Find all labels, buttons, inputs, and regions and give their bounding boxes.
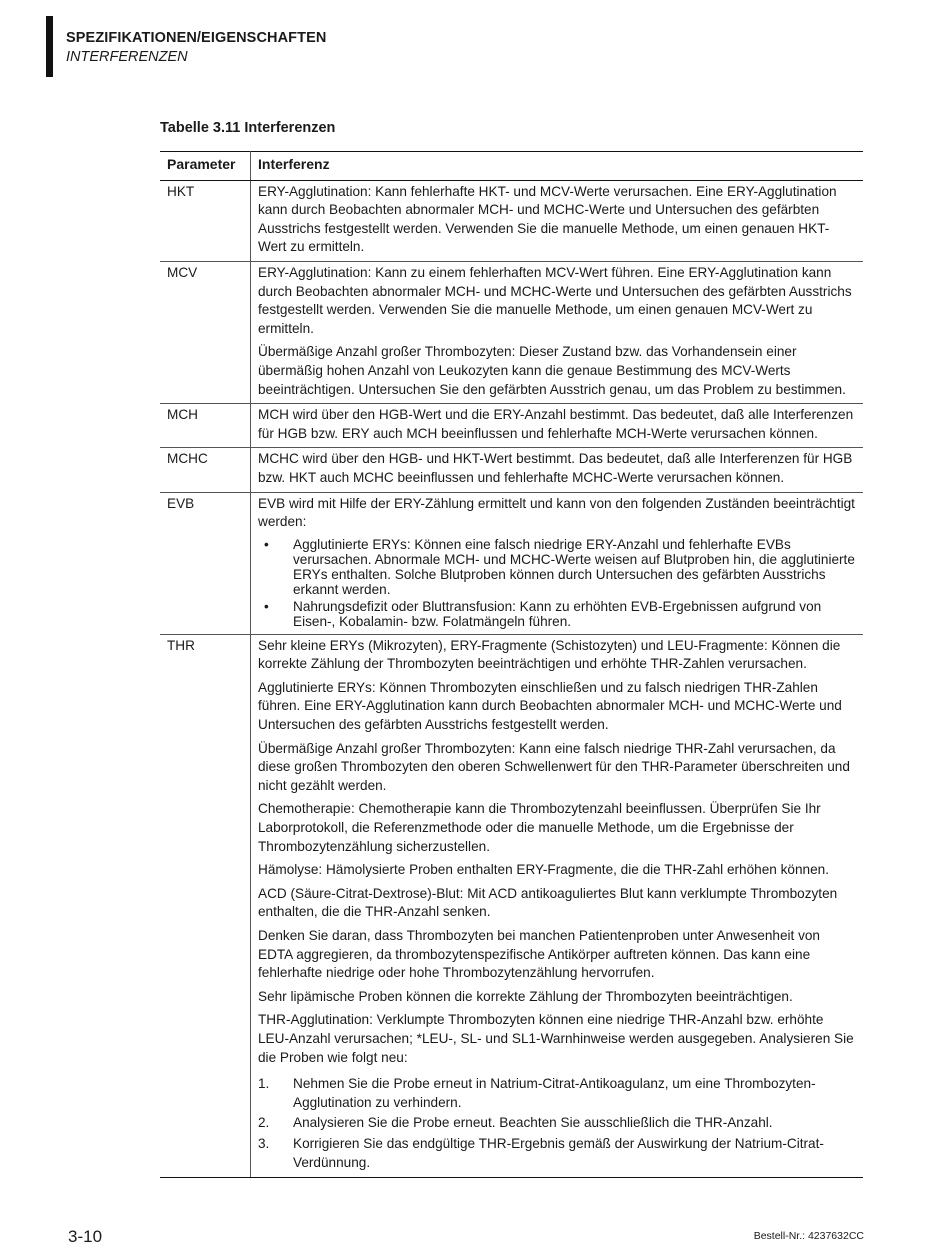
table-caption: Tabelle 3.11 Interferenzen <box>160 120 336 136</box>
step-number: 3. <box>258 1135 270 1151</box>
table-row <box>160 634 863 1177</box>
interference-text: Sehr lipämische Proben können die korrekte Zählung der Thrombozyten beeinträchtigen. <box>258 988 793 1004</box>
interference-cell <box>251 634 864 1177</box>
column-header-parameter: Parameter <box>160 152 251 181</box>
interference-cell <box>251 180 864 261</box>
list-item-text: Nahrungsdefizit oder Bluttransfusion: Kann zu erhöhten EVB-Ergebnissen aufgrund von Eisen-, Kobalamin- bzw. Folatmängeln führen. <box>293 598 822 629</box>
interference-cell <box>251 404 864 448</box>
parameter-cell: HKT <box>160 180 251 261</box>
list-item-text: Nehmen Sie die Probe erneut in Natrium-Citrat-Antikoagulanz, um eine Thrombozyten-Agglutination zu verhindern. <box>293 1076 816 1110</box>
list-item-text: Analysieren Sie die Probe erneut. Beachten Sie ausschließlich die THR-Anzahl. <box>293 1115 773 1131</box>
interference-text: MCHC wird über den HGB- und HKT-Wert bestimmt. Das bedeutet, daß alle Interferenzen für HGB bzw. HKT auch MCHC beeinflussen und fehlerhafte MCHC-Werte verursachen können. <box>258 451 853 485</box>
interference-text: Sehr kleine ERYs (Mikrozyten), ERY-Fragmente (Schistozyten) und LEU-Fragmente: Können die korrekte Zählung der Thrombozyten beeinträchtigen und erhöhte THR-Zahlen verursachen. <box>258 637 841 672</box>
interference-text: Übermäßige Anzahl großer Thrombozyten: Kann eine falsch niedrige THR-Zahl verursachen, da diese großen Thrombozyten den oberen Schwellenwert für den THR-Parameter überschreiten und nicht gezählt werden. <box>258 740 850 793</box>
table-header-row <box>160 152 863 181</box>
table-row <box>160 404 863 448</box>
chapter-title: SPEZIFIKATIONEN/EIGENSCHAFTEN <box>66 30 327 46</box>
parameter-cell: EVB <box>160 492 251 634</box>
interference-cell <box>251 448 864 492</box>
interference-text: Denken Sie daran, dass Thrombozyten bei manchen Patientenproben unter Anwesenheit von EDTA aggregieren, da thrombozytenspezifische Antikörper auftreten können. Das kann eine fehlerhafte niedrige oder hohe Thrombozytenzählung hervorrufen. <box>258 928 820 981</box>
list-item <box>258 1135 855 1172</box>
interference-text: ERY-Agglutination: Kann fehlerhafte HKT- und MCV-Werte verursachen. Eine ERY-Agglutination kann durch Beobachten abnormaler MCH- und MCHC-Werte und Untersuchen des gefärbten Ausstrichs festgestellt werden. Verwenden Sie die manuelle Methode, um einen genauen HKT-Wert zu ermitteln. <box>258 183 837 255</box>
interference-cell <box>251 261 864 403</box>
list-item-text: Korrigieren Sie das endgültige THR-Ergebnis gemäß der Auswirkung der Natrium-Citrat-Verdünnung. <box>293 1135 824 1170</box>
step-number: 1. <box>258 1076 270 1092</box>
interference-text: MCH wird über den HGB-Wert und die ERY-Anzahl bestimmt. Das bedeutet, daß alle Interferenzen für HGB bzw. ERY auch MCH beeinflussen und fehlerhafte MCH-Werte verursachen können. <box>258 407 854 441</box>
step-number: 2. <box>258 1115 270 1131</box>
parameter-cell: THR <box>160 634 251 1177</box>
section-subtitle: INTERFERENZEN <box>66 49 188 65</box>
interference-text: Chemotherapie: Chemotherapie kann die Thrombozytenzahl beeinflussen. Überprüfen Sie Ihr Laborprotokoll, die Referenzmethode oder die manuelle Methode, um die Ergebnisse der Thrombozytenzählung sicherzustellen. <box>258 801 821 854</box>
list-item-text: Agglutinierte ERYs: Können eine falsch niedrige ERY-Anzahl und fehlerhafte EVBs verursachen. Abnormale MCH- und MCHC-Werte weisen auf Blutproben hin, die agglutinierte ERYs enthalten. Solche Blutproben können durch Untersuchen des gefärbten Ausstrichs erkannt werden. <box>293 536 855 597</box>
page-number: 3-10 <box>68 1227 103 1246</box>
order-number: Bestell-Nr.: 4237632CC <box>753 1230 864 1242</box>
column-header-interference: Interferenz <box>251 152 864 181</box>
chapter-marker-bar <box>46 16 53 77</box>
numbered-list <box>258 1075 855 1172</box>
list-item <box>258 599 855 629</box>
interference-text: EVB wird mit Hilfe der ERY-Zählung ermittelt und kann von den folgenden Zuständen beeinträchtigt werden: <box>258 495 855 530</box>
table-row <box>160 492 863 634</box>
interference-text: ACD (Säure-Citrat-Dextrose)-Blut: Mit ACD antikoaguliertes Blut kann verklumpte Thrombozyten enthalten, die die THR-Anzahl senken. <box>258 885 838 920</box>
table-row <box>160 448 863 492</box>
parameter-cell: MCV <box>160 261 251 403</box>
list-item <box>258 1114 855 1133</box>
bullet-marker: • <box>264 598 269 614</box>
interference-table <box>160 151 863 1178</box>
parameter-cell: MCHC <box>160 448 251 492</box>
interference-text: THR-Agglutination: Verklumpte Thrombozyten können eine niedrige THR-Anzahl bzw. erhöhte LEU-Anzahl verursachen; *LEU-, SL- und SL1-Warnhinweise werden ausgegeben. Analysieren Sie die Proben wie folgt neu: <box>258 1012 854 1065</box>
list-item <box>258 537 855 597</box>
interference-text: Übermäßige Anzahl großer Thrombozyten: Dieser Zustand bzw. das Vorhandensein einer übermäßig hohen Anzahl von Leukozyten kann die genaue Bestimmung des MCV-Werts beeinträchtigen. Untersuchen Sie den gefärbten Ausstrich genau, um das Problem zu bestimmen. <box>258 344 846 397</box>
bullet-list <box>258 537 855 629</box>
table-row <box>160 261 863 403</box>
list-item <box>258 1075 855 1112</box>
table-row <box>160 180 863 261</box>
interference-text: ERY-Agglutination: Kann zu einem fehlerhaften MCV-Wert führen. Eine ERY-Agglutination kann durch Beobachten abnormaler MCH- und MCHC-Werte und Untersuchen des gefärbten Ausstrichs festgestellt werden. Verwenden Sie die manuelle Methode, um einen genauen MCV-Wert zu ermitteln. <box>258 264 852 336</box>
parameter-cell: MCH <box>160 404 251 448</box>
bullet-marker: • <box>264 536 269 552</box>
interference-cell <box>251 492 864 634</box>
interference-text: Hämolyse: Hämolysierte Proben enthalten ERY-Fragmente, die die THR-Zahl erhöhen können. <box>258 862 829 878</box>
interference-text: Agglutinierte ERYs: Können Thrombozyten einschließen und zu falsch niedrigen THR-Zahlen führen. Eine ERY-Agglutination kann durch Beobachten abnormaler MCH- und MCHC-Werte und Untersuchen des gefärbten Ausstrichs festgestellt werden. <box>258 679 842 733</box>
